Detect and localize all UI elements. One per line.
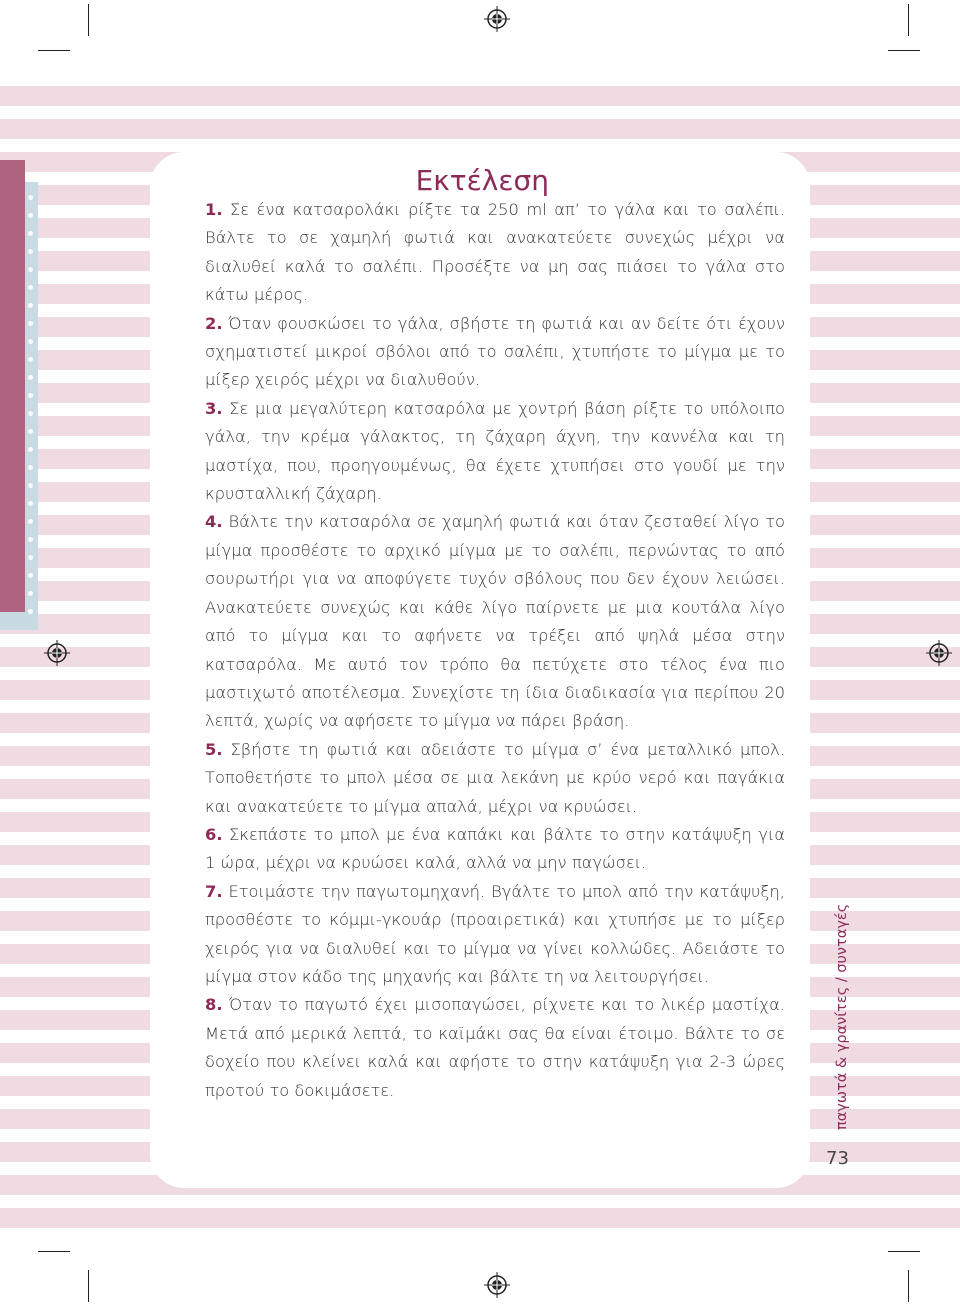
section-title: Εκτέλεση — [415, 164, 549, 197]
step-4 — [205, 508, 785, 735]
step-8 — [205, 991, 785, 1105]
registration-mark-icon — [44, 640, 70, 666]
step-number: 2. — [205, 313, 223, 333]
step-text: Βάλτε την κατσαρόλα σε χαμηλή φωτιά και όταν ζεσταθεί λίγο το μίγμα προσθέστε το αρχικό μίγμα με το σαλέπι, περνώντας το από σουρωτήρι για να αποφύγετε τυχόν σβόλους που δεν έχουν λειώσει. Ανακατεύετε συνεχώς και κάθε λίγο παίρνετε με μια κουτάλα λίγο από το μίγμα και το αφήνετε να τρέξει από ψηλά μέσα στην κατσαρόλα. Με αυτό τον τρόπο θα πετύχετε στο τέλος ένα πιο μαστιχωτό αποτέλεσμα. Συνεχίστε τη ίδια διαδικασία για περίπου 20 λεπτά, χωρίς να αφήσετε το μίγμα να πάρει βράση. — [205, 512, 785, 731]
step-number: 1. — [205, 200, 223, 219]
step-6 — [205, 821, 785, 878]
step-text: Ετοιμάστε την παγωτομηχανή. Βγάλτε το μπολ από την κατάψυξη, προσθέστε το κόμμι-γκουάρ (προαιρετικά) και χτυπήσε με το μίξερ χειρός για να διαλυθεί και το μίγμα να γίνει κολλώδες. Αδειάστε το μίγμα στον κάδο της μηχανής και βάλτε τη να λειτουργήσει. — [205, 881, 785, 986]
page-number: 73 — [826, 1148, 849, 1169]
crop-mark — [88, 1270, 89, 1302]
recipe-instructions — [205, 162, 785, 1105]
crop-mark — [908, 1270, 909, 1302]
step-2 — [205, 310, 785, 395]
step-number: 7. — [205, 881, 223, 901]
step-number: 3. — [205, 398, 223, 418]
step-text: Όταν το παγωτό έχει μισοπαγώσει, ρίχνετε και το λικέρ μαστίχα. Μετά από μερικά λεπτά, το καϊμάκι σας θα είναι έτοιμο. Βάλτε το σε δοχείο που κλείνει καλά και αφήστε το στην κατάψυξη για 2-3 ώρες προτού το δοκιμάσετε. — [205, 995, 785, 1100]
step-text: Σβήστε τη φωτιά και αδειάστε το μίγμα σ’ ένα μεταλλικό μπολ. Τοποθετήστε το μπολ μέσα σε μια λεκάνη με κρύο νερό και παγάκια και ανακατεύετε το μίγμα απαλά, μέχρι να κρυώσει. — [205, 739, 785, 816]
crop-mark — [38, 50, 70, 51]
step-1 — [205, 196, 785, 310]
crop-mark — [888, 1251, 920, 1252]
step-number: 4. — [205, 512, 223, 532]
registration-mark-icon — [484, 6, 510, 32]
section-label: παγωτά & γρανίτες / συνταγές — [834, 903, 850, 1130]
dotted-border — [28, 195, 36, 627]
step-3 — [205, 395, 785, 509]
step-number: 6. — [205, 824, 223, 844]
registration-mark-icon — [926, 640, 952, 666]
crop-mark — [888, 50, 920, 51]
step-number: 8. — [205, 995, 223, 1015]
crop-mark — [88, 4, 89, 36]
step-text: Σκεπάστε το μπολ με ένα καπάκι και βάλτε το στην κατάψυξη για 1 ώρα, μέχρι να κρυώσει καλά, αλλά να μην παγώσει. — [205, 824, 785, 873]
step-5 — [205, 736, 785, 821]
step-text: Όταν φουσκώσει το γάλα, σβήστε τη φωτιά και αν δείτε ότι έχουν σχηματιστεί μικροί σβόλοι από το σαλέπι, χτυπήστε το μίγμα με το μίξερ χειρός μέχρι να διαλυθούν. — [205, 313, 785, 390]
registration-mark-icon — [484, 1272, 510, 1298]
crop-mark — [908, 4, 909, 36]
side-tab-pink — [0, 160, 25, 612]
step-number: 5. — [205, 739, 223, 759]
step-text: Σε μια μεγαλύτερη κατσαρόλα με χοντρή βάση ρίξτε το υπόλοιπο γάλα, την κρέμα γάλακτος, τη ζάχαρη άχνη, την καννέλα και τη μαστίχα, που, προηγουμένως, θα έχετε χτυπήσει στο γουδί με την κρυσταλλική ζάχαρη. — [205, 398, 785, 504]
step-7 — [205, 878, 785, 992]
step-text: Σε ένα κατσαρολάκι ρίξτε τα 250 ml απ’ το γάλα και το σαλέπι. Βάλτε το σε χαμηλή φωτιά και ανακατεύετε συνεχώς μέχρι να διαλυθεί καλά το σαλέπι. Προσέξτε να μη σας πιάσει το γάλα στο κάτω μέρος. — [205, 200, 785, 305]
crop-mark — [38, 1251, 70, 1252]
